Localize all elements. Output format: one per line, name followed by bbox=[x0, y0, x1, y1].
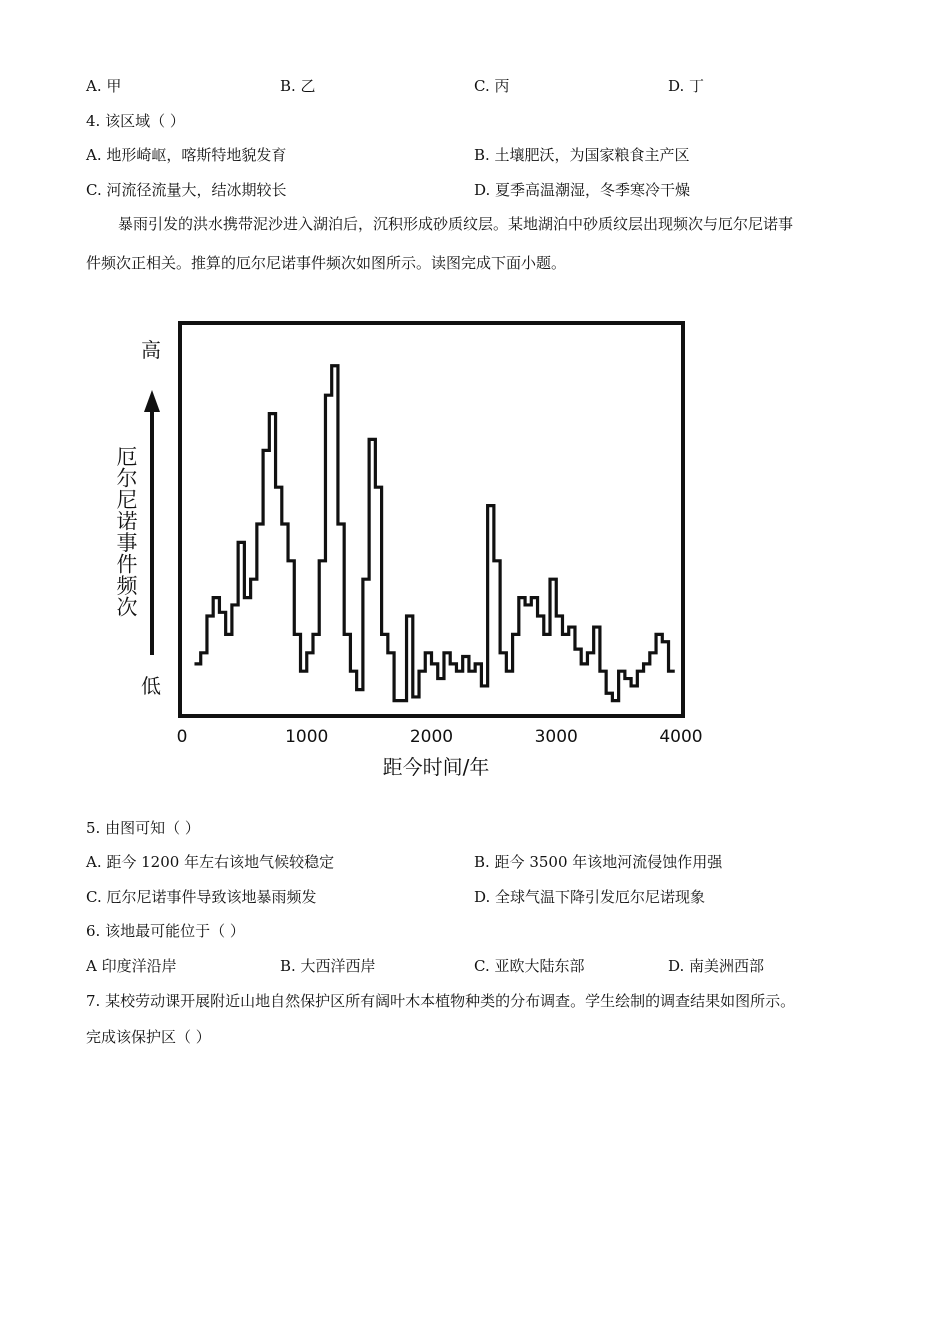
q6-option-d: D. 南美洲西部 bbox=[668, 957, 765, 975]
x-tick-label: 1000 bbox=[285, 727, 329, 747]
y-high-label: 高 bbox=[141, 338, 161, 362]
q6-option-a: A 印度洋沿岸 bbox=[86, 957, 177, 975]
q3-option-c: C. 丙 bbox=[474, 77, 510, 95]
series-group bbox=[194, 366, 674, 701]
y-axis-label-char: 件 bbox=[116, 552, 138, 577]
y-axis-arrowhead bbox=[144, 390, 160, 412]
x-tick-label: 3000 bbox=[534, 727, 578, 747]
x-tick-label: 4000 bbox=[659, 727, 703, 747]
q6-option-b: B. 大西洋西岸 bbox=[280, 957, 376, 975]
x-tick-label: 2000 bbox=[409, 727, 454, 747]
q7-stem-line-2: 完成该保护区（ ） bbox=[86, 1028, 211, 1046]
y-axis-label-char: 尔 bbox=[116, 466, 138, 491]
x-axis-label: 距今时间/年 bbox=[382, 755, 490, 779]
q5-option-c: C. 厄尔尼诺事件导致该地暴雨频发 bbox=[86, 888, 317, 906]
y-axis-label-char: 频 bbox=[116, 574, 138, 598]
x-tick-label: 0 bbox=[176, 727, 188, 747]
q4-option-a: A. 地形崎岖，喀斯特地貌发育 bbox=[86, 146, 287, 164]
q5-option-b: B. 距今 3500 年该地河流侵蚀作用强 bbox=[474, 853, 723, 871]
q6-stem: 6. 该地最可能位于（ ） bbox=[86, 922, 245, 940]
q4-option-d: D. 夏季高温潮湿，冬季寒冷干燥 bbox=[474, 181, 691, 199]
y-axis-label-char: 事 bbox=[116, 531, 138, 555]
y-axis-label-char: 厄 bbox=[116, 445, 138, 469]
q7-stem-line-1: 7. 某校劳动课开展附近山地自然保护区所有阔叶木本植物种类的分布调查。学生绘制的调查结果如图所示。 bbox=[86, 992, 796, 1010]
q5-option-a: A. 距今 1200 年左右该地气候较稳定 bbox=[86, 853, 335, 871]
y-axis-label-char: 次 bbox=[116, 595, 138, 620]
q5-stem: 5. 由图可知（ ） bbox=[86, 819, 200, 837]
q3-option-d: D. 丁 bbox=[668, 77, 705, 95]
q5-option-d: D. 全球气温下降引发厄尔尼诺现象 bbox=[474, 888, 706, 906]
q6-option-c: C. 亚欧大陆东部 bbox=[474, 957, 585, 975]
series-line-0 bbox=[194, 366, 674, 701]
y-axis-label-char: 尼 bbox=[116, 488, 138, 512]
q4-option-c: C. 河流径流量大，结冰期较长 bbox=[86, 181, 287, 199]
y-axis-label-char: 诺 bbox=[116, 509, 138, 534]
y-axis-label bbox=[117, 445, 139, 620]
q3-option-b: B. 乙 bbox=[280, 77, 316, 95]
x-tick-labels bbox=[177, 727, 703, 747]
intro-line-1: 暴雨引发的洪水携带泥沙进入湖泊后，沉积形成砂质纹层。某地湖泊中砂质纹层出现频次与厄尔尼诺事 bbox=[118, 215, 794, 233]
intro-line-2: 件频次正相关。推算的厄尔尼诺事件频次如图所示。读图完成下面小题。 bbox=[86, 254, 567, 272]
q4-option-b: B. 土壤肥沃，为国家粮食主产区 bbox=[474, 146, 690, 164]
q4-stem: 4. 该区域（ ） bbox=[86, 112, 185, 130]
q3-option-a: A. 甲 bbox=[86, 77, 122, 95]
y-low-label: 低 bbox=[141, 674, 161, 698]
